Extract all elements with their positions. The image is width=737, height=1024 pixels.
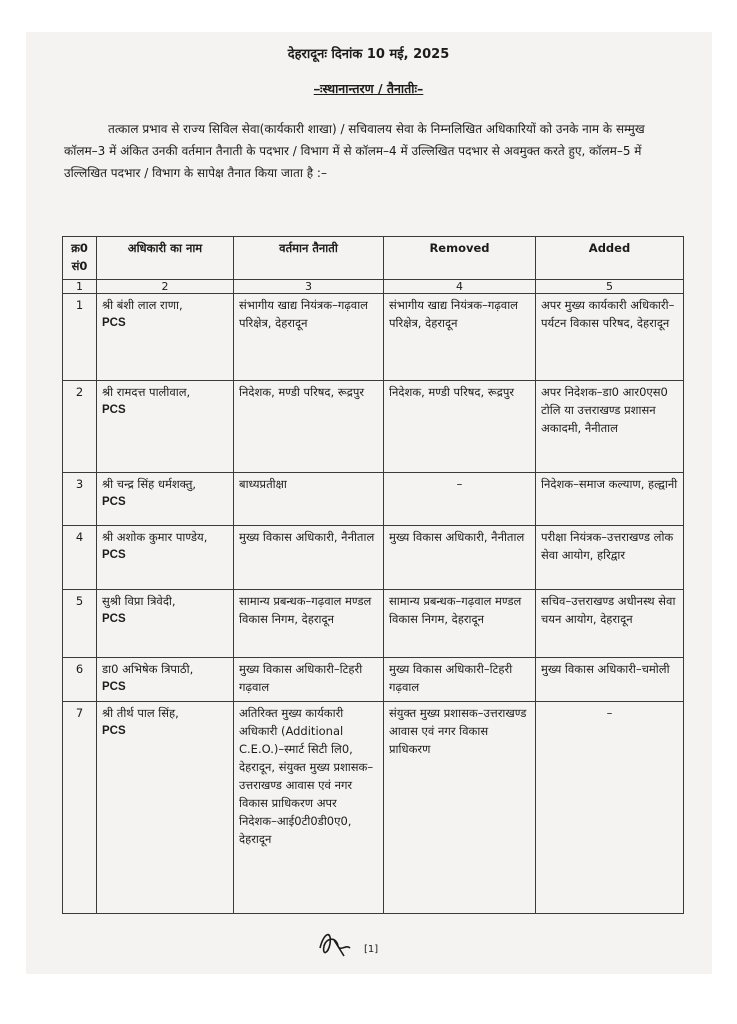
serial-number-cell: 4 bbox=[63, 526, 97, 590]
serial-number-cell: 3 bbox=[63, 473, 97, 526]
officer-name-cell bbox=[97, 294, 234, 381]
table-row bbox=[63, 526, 684, 590]
serial-number-cell: 7 bbox=[63, 702, 97, 914]
serial-number-cell: 1 bbox=[63, 294, 97, 381]
added-cell: अपर निदेशक–डा0 आर0एस0 टोलि या उत्तराखण्ड प्रशासन अकादमी, नैनीताल bbox=[536, 381, 684, 473]
officer-name: सुश्री विप्रा त्रिवेदी, bbox=[102, 594, 176, 608]
dateline: देहरादूनः दिनांक 10 मई, 2025 bbox=[287, 47, 450, 62]
header-serial: क्र0 सं0 bbox=[63, 237, 97, 280]
removed-cell: मुख्य विकास अधिकारी, नैनीताल bbox=[384, 526, 536, 590]
service-suffix: PCS bbox=[102, 496, 126, 508]
added-cell: सचिव–उत्तराखण्ड अधीनस्थ सेवा चयन आयोग, देहरादून bbox=[536, 590, 684, 658]
current-posting-cell: अतिरिक्त मुख्य कार्यकारी अधिकारी (Additional C.E.O.)–स्मार्ट सिटी लि0, देहरादून, संयुक्त मुख्य प्रशासक–उत्तराखण्ड आवास एवं नगर विकास प्राधिकरण अपर निदेशक–आई0टी0डी0ए0, देहरादून bbox=[234, 702, 384, 914]
header-officer-name: अधिकारी का नाम bbox=[97, 237, 234, 280]
serial-number-cell: 2 bbox=[63, 381, 97, 473]
transfer-table bbox=[62, 236, 684, 914]
table-row bbox=[63, 702, 684, 914]
current-posting-cell: बाध्यप्रतीक्षा bbox=[234, 473, 384, 526]
current-posting-cell: मुख्य विकास अधिकारी, नैनीताल bbox=[234, 526, 384, 590]
order-heading: –ःस्थानान्तरण / तैनातीः– bbox=[313, 81, 424, 96]
service-suffix: PCS bbox=[102, 317, 126, 329]
service-suffix: PCS bbox=[102, 681, 126, 693]
service-suffix: PCS bbox=[102, 725, 126, 737]
serial-number-cell: 6 bbox=[63, 658, 97, 702]
table-row bbox=[63, 590, 684, 658]
column-number: 1 bbox=[63, 280, 97, 294]
page-number: [1] bbox=[364, 944, 379, 955]
officer-name-cell bbox=[97, 658, 234, 702]
service-suffix: PCS bbox=[102, 549, 126, 561]
officer-name-cell bbox=[97, 381, 234, 473]
officer-name-cell bbox=[97, 473, 234, 526]
officer-name: श्री तीर्थ पाल सिंह, bbox=[102, 706, 179, 720]
table-header-row bbox=[63, 237, 684, 280]
service-suffix: PCS bbox=[102, 404, 126, 416]
table-row bbox=[63, 658, 684, 702]
column-number: 4 bbox=[384, 280, 536, 294]
signature-mark bbox=[316, 926, 362, 960]
added-cell: – bbox=[536, 702, 684, 914]
column-number: 3 bbox=[234, 280, 384, 294]
header-added: Added bbox=[536, 237, 684, 280]
column-number: 2 bbox=[97, 280, 234, 294]
intro-paragraph: तत्काल प्रभाव से राज्य सिविल सेवा(कार्यकारी शाखा) / सचिवालय सेवा के निम्नलिखित अधिकारियों को उनके नाम के सम्मुख कॉलम–3 में अंकित उनकी वर्तमान तैनाती के पदभार / विभाग में से कॉलम–4 में उल्लिखित पदभार से अवमुक्त करते हुए, कॉलम–5 में उल्लिखित पदभार / विभाग के सापेक्ष तैनात किया जाता है :– bbox=[64, 122, 645, 180]
officer-name-cell bbox=[97, 526, 234, 590]
added-cell: निदेशक–समाज कल्याण, हल्द्वानी bbox=[536, 473, 684, 526]
service-suffix: PCS bbox=[102, 613, 126, 625]
column-number: 5 bbox=[536, 280, 684, 294]
removed-cell: सामान्य प्रबन्धक–गढ़वाल मण्डल विकास निगम, देहरादून bbox=[384, 590, 536, 658]
officer-name: डा0 अभिषेक त्रिपाठी, bbox=[102, 662, 194, 676]
header-removed: Removed bbox=[384, 237, 536, 280]
header-current-posting: वर्तमान तैनाती bbox=[234, 237, 384, 280]
added-cell: परीक्षा नियंत्रक–उत्तराखण्ड लोक सेवा आयोग, हरिद्वार bbox=[536, 526, 684, 590]
table-row bbox=[63, 294, 684, 381]
removed-cell: संयुक्त मुख्य प्रशासक–उत्तराखण्ड आवास एवं नगर विकास प्राधिकरण bbox=[384, 702, 536, 914]
removed-cell: निदेशक, मण्डी परिषद, रूद्रपुर bbox=[384, 381, 536, 473]
removed-cell: – bbox=[384, 473, 536, 526]
column-number-row bbox=[63, 280, 684, 294]
table-row bbox=[63, 381, 684, 473]
officer-name: श्री चन्द्र सिंह धर्मशक्तु, bbox=[102, 477, 197, 491]
removed-cell: मुख्य विकास अधिकारी–टिहरी गढ़वाल bbox=[384, 658, 536, 702]
table-row bbox=[63, 473, 684, 526]
officer-name: श्री बंशी लाल राणा, bbox=[102, 298, 183, 312]
current-posting-cell: निदेशक, मण्डी परिषद, रूद्रपुर bbox=[234, 381, 384, 473]
current-posting-cell: संभागीय खाद्य नियंत्रक–गढ़वाल परिक्षेत्र, देहरादून bbox=[234, 294, 384, 381]
officer-name: श्री रामदत्त पालीवाल, bbox=[102, 385, 191, 399]
serial-number-cell: 5 bbox=[63, 590, 97, 658]
officer-name-cell bbox=[97, 702, 234, 914]
added-cell: मुख्य विकास अधिकारी–चमोली bbox=[536, 658, 684, 702]
officer-name: श्री अशोक कुमार पाण्डेय, bbox=[102, 530, 208, 544]
current-posting-cell: सामान्य प्रबन्धक–गढ़वाल मण्डल विकास निगम, देहरादून bbox=[234, 590, 384, 658]
added-cell: अपर मुख्य कार्यकारी अधिकारी–पर्यटन विकास परिषद, देहरादून bbox=[536, 294, 684, 381]
officer-name-cell bbox=[97, 590, 234, 658]
removed-cell: संभागीय खाद्य नियंत्रक–गढ़वाल परिक्षेत्र, देहरादून bbox=[384, 294, 536, 381]
current-posting-cell: मुख्य विकास अधिकारी–टिहरी गढ़वाल bbox=[234, 658, 384, 702]
